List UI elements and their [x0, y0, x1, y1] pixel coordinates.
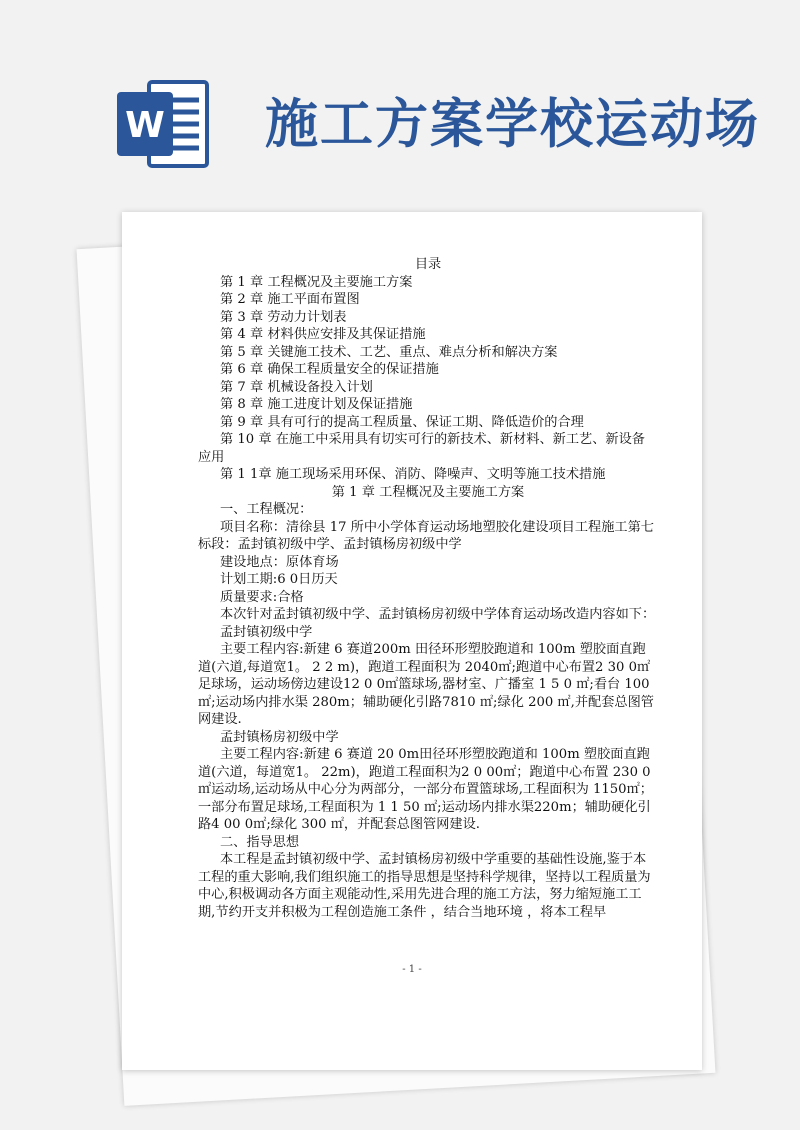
- page-content: [198, 256, 658, 921]
- toc-item: 第 8 章 施工进度计划及保证措施: [220, 397, 413, 412]
- intro-paragraph: 本次针对孟封镇初级中学、孟封镇杨房初级中学体育运动场改造内容如下：: [220, 607, 656, 622]
- toc-item: 第 1 章 工程概况及主要施工方案: [220, 274, 413, 290]
- guiding-paragraph: 本工程是孟封镇初级中学、孟封镇杨房初级中学重要的基础性设施,鉴于本工程的重大影响,我们组织施工的指导思想是坚持科学规律，坚持以工程质量为中心,积极调动各方面主观能动性,采用先进合理的施工方法，努力缩短施工工期,节约开支并积极为工程创造施工条件 ，结合当地环境 ，将本工程早: [198, 852, 651, 920]
- school-1-content: 主要工程内容:新建 6 赛道200m 田径环形塑胶跑道和 100m 塑胶面直跑道(六道,每道宽1。 2 2 m)，跑道工程面积为 2040㎡;跑道中心布置2 30 0㎡足球场，运动场傍边建设12 0 0㎡篮球场,器材室、广播室 1 5 0 ㎡;看台 100㎡;运动场内排水渠 280m；辅助硬化引路7810 ㎡;绿化 200 ㎡,并配套总图管网建设.: [198, 642, 654, 727]
- toc-item: 第 2 章 施工平面布置图: [220, 292, 360, 307]
- chapter-1-heading: 第 1 章 工程概况及主要施工方案: [331, 484, 525, 500]
- toc-item: 第 5 章 关键施工技术、工艺、重点、难点分析和解决方案: [220, 344, 558, 360]
- school-2-name: 孟封镇杨房初级中学: [220, 729, 339, 745]
- quality-requirement: 质量要求:合格: [220, 589, 304, 605]
- school-2-content: 主要工程内容:新建 6 赛道 20 0m田径环形塑胶跑道和 100m 塑胶面直跑道(六道，每道宽1。 22m)，跑道工程面积为2 0 00㎡；跑道中心布置 230 0㎡运动场,运动场从中心分为两部分，一部分布置篮球场,工程面积为 1150㎡；一部分布置足球场,工程面积为 1 1 50 ㎡;运动场内排水渠220m；辅助硬化引路4 00 0㎡;绿化 300 ㎡，并配套总图管网建设.: [198, 747, 653, 832]
- toc-item: 第 1 1章 施工现场采用环保、消防、降噪声、文明等施工技术措施: [220, 467, 606, 482]
- toc-item: 第 4 章 材料供应安排及其保证措施: [220, 327, 426, 342]
- project-name: 项目名称：清徐县 17 所中小学体育运动场地塑胶化建设项目工程施工第七标段：孟封镇初级中学、孟封镇杨房初级中学: [198, 519, 654, 552]
- toc-item: 第 9 章 具有可行的提高工程质量、保证工期、降低造价的合理: [220, 414, 584, 430]
- project-location: 建设地点：原体育场: [220, 554, 339, 570]
- project-duration: 计划工期:6 0日历天: [220, 572, 338, 587]
- school-1-name: 孟封镇初级中学: [220, 624, 313, 640]
- section-1-heading: 一、工程概况：: [220, 502, 313, 517]
- logo-letter: W: [125, 105, 165, 146]
- page-number: - 1 -: [402, 964, 422, 975]
- toc-item: 第 6 章 确保工程质量安全的保证措施: [220, 362, 439, 377]
- document-page: [122, 212, 702, 1070]
- document-title: 施工方案学校运动场: [265, 94, 760, 155]
- section-2-heading: 二、指导思想: [220, 834, 300, 850]
- toc-title: 目录: [414, 257, 442, 272]
- toc-item: 第 7 章 机械设备投入计划: [220, 379, 373, 395]
- header: [0, 0, 800, 190]
- toc-item: 第 3 章 劳动力计划表: [220, 309, 347, 325]
- toc-item: 第 10 章 在施工中采用具有切实可行的新技术、新材料、新工艺、新设备应用: [198, 432, 645, 465]
- word-document-icon: [115, 78, 211, 170]
